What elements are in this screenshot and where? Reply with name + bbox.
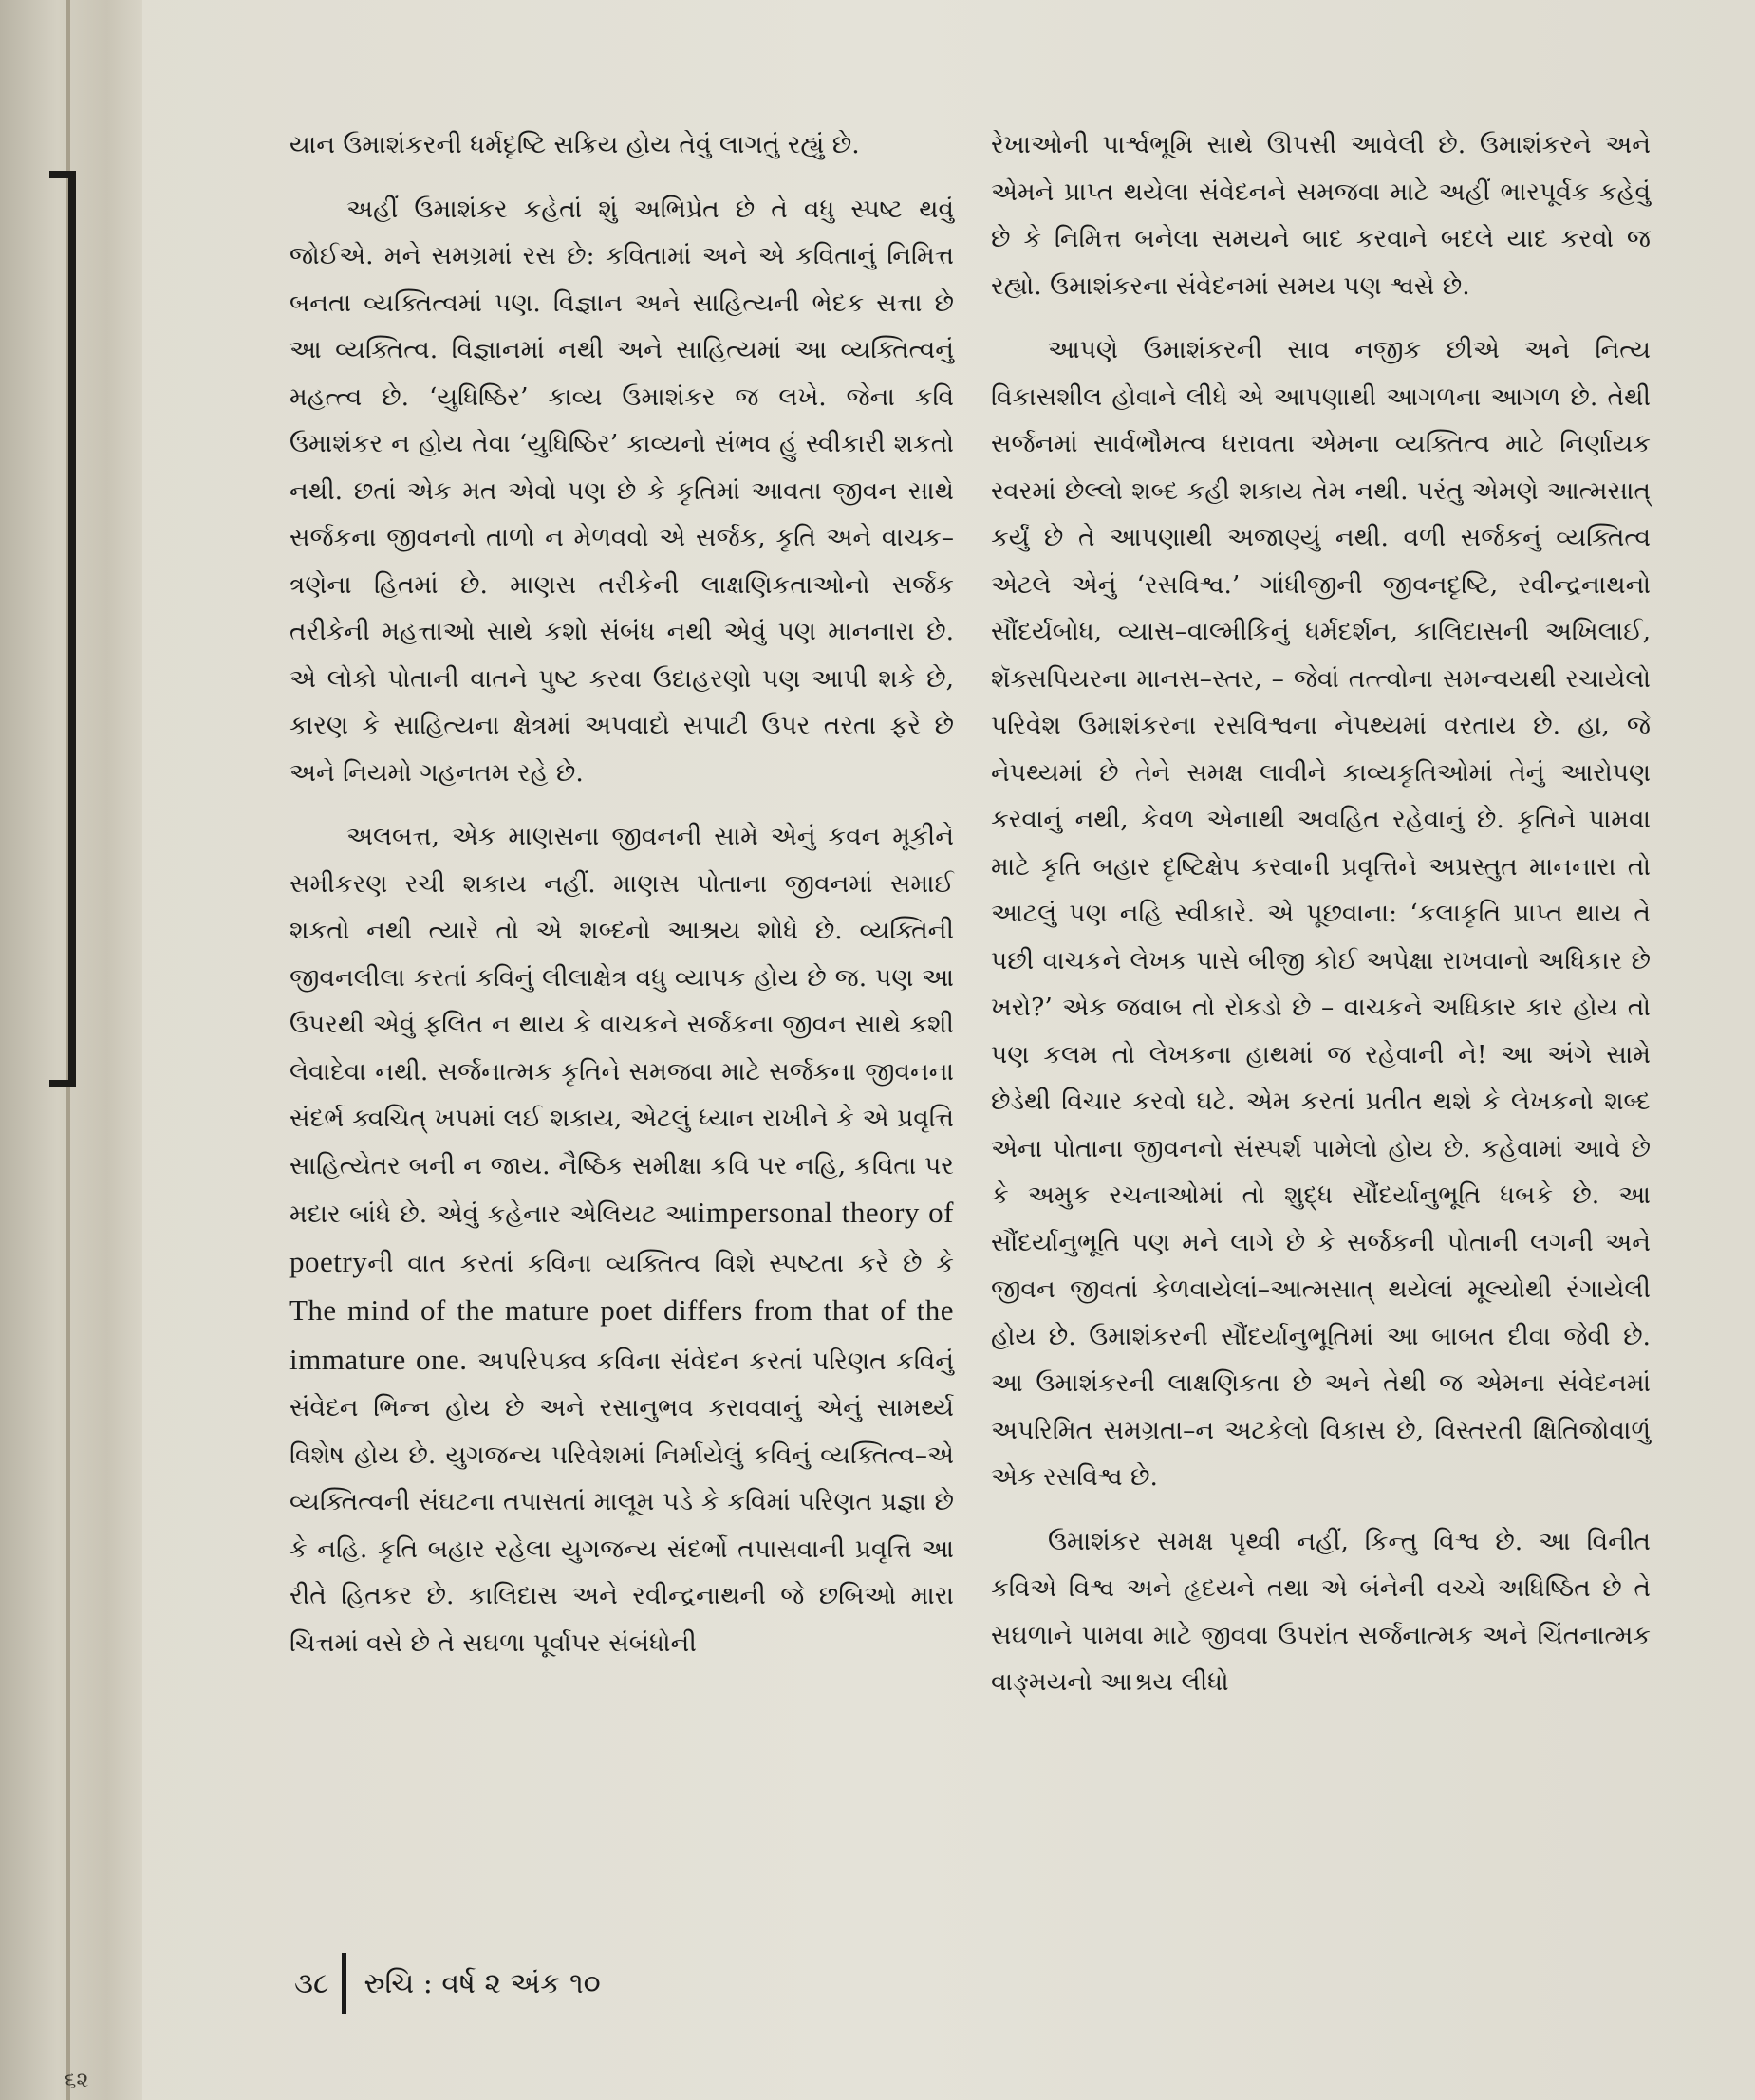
footer-divider bbox=[342, 1953, 346, 2014]
page-number: ૩૮ bbox=[294, 1966, 329, 2000]
paragraph bbox=[289, 813, 954, 1666]
paragraph: અહીં ઉમાશંકર કહેતાં શું અભિપ્રેત છે તે વધુ સ્પષ્ટ થવું જોઈએ. મને સમગ્રમાં રસ છે: કવિતામાં અને એ કવિતાનું નિમિત્ત બનતા વ્યક્તિત્વમાં પણ. વિજ્ઞાન અને સાહિત્યની ભેદક સત્તા છે આ વ્યક્તિત્વ. વિજ્ઞાનમાં નથી અને સાહિત્યમાં આ વ્યક્તિત્વનું મહત્ત્વ છે. ‘યુધિષ્ઠિર’ કાવ્ય ઉમાશંકર જ લખે. જેના કવિ ઉમાશંકર ન હોય તેવા ‘યુધિષ્ઠિર’ કાવ્યનો સંભવ હું સ્વીકારી શકતો નથી. છતાં એક મત એવો પણ છે કે કૃતિમાં આવતા જીવન સાથે સર્જકના જીવનનો તાળો ન મેળવવો એ સર્જક, કૃતિ અને વાચક– ત્રણેના હિતમાં છે. માણસ તરીકેની લાક્ષણિકતાઓનો સર્જક તરીકેની મહત્તાઓ સાથે કશો સંબંધ નથી એવું પણ માનનારા છે. એ લોકો પોતાની વાતને પુષ્ટ કરવા ઉદાહરણો પણ આપી શકે છે, કારણ કે સાહિત્યના ક્ષેત્રમાં અપવાદો સપાટી ઉપર તરતા ફરે છે અને નિયમો ગહનતમ રહે છે. bbox=[289, 194, 954, 788]
paragraph-text: ની વાત કરતાં કવિના વ્યક્તિત્વ વિશે સ્પષ્ટતા કરે છે કે bbox=[367, 1248, 954, 1278]
english-phrase: impersonal theory of poetry bbox=[289, 1196, 954, 1278]
bracket-mark bbox=[49, 171, 76, 1087]
paragraph: યાન ઉમાશંકરની ધર્મદૃષ્ટિ સક્રિય હોય તેવું લાગતું રહ્યું છે. bbox=[289, 130, 860, 159]
paragraph-text: અપરિપક્વ કવિના સંવેદન કરતાં પરિણત કવિનું સંવેદન ભિન્ન હોય છે અને રસાનુભવ કરાવવાનું એનું સામર્થ્ય વિશેષ હોય છે. યુગજન્ય પરિવેશમાં નિર્માયેલું કવિનું વ્યક્તિત્વ–એ વ્યક્તિત્વની સંઘટના તપાસતાં માલૂમ પડે કે કવિમાં પરિણત પ્રજ્ઞા છે કે નહિ. કૃતિ બહાર રહેલા યુગજન્ય સંદર્ભો તપાસવાની પ્રવૃત્તિ આ રીતે હિતકર છે. કાલિદાસ અને રવીન્દ્રનાથની જે છબિઓ મારા ચિત્તમાં વસે છે તે સઘળા પૂર્વાપર સંબંધોની bbox=[289, 1346, 954, 1658]
sheet-number: ૬૨ bbox=[65, 2069, 89, 2092]
paragraph-text: અલબત્ત, એક માણસના જીવનની સામે એનું કવન મૂકીને સમીકરણ રચી શકાય નહીં. માણસ પોતાના જીવનમાં સમાઈ શકતો નથી ત્યારે તો એ શબ્દનો આશ્રય શોધે છે. વ્યક્તિની જીવનલીલા કરતાં કવિનું લીલાક્ષેત્ર વધુ વ્યાપક હોય છે જ. પણ આ ઉપરથી એવું ફલિત ન થાય કે વાચકને સર્જકના જીવન સાથે કશી લેવાદેવા નથી. સર્જનાત્મક કૃતિને સમજવા માટે સર્જકના જીવનના સંદર્ભ ક્વચિત્ ખપમાં લઈ શકાય, એટલું ધ્યાન રાખીને કે એ પ્રવૃત્તિ સાહિત્યેતર બની ન જાય. નૈષ્ઠિક સમીક્ષા કવિ પર નહિ, કવિતા પર મદાર બાંધે છે. એવું કહેનાર એલિયટ આ bbox=[289, 822, 954, 1229]
paragraph: રેખાઓની પાર્શ્વભૂમિ સાથે ઊપસી આવેલી છે. ઉમાશંકરને અને એમને પ્રાપ્ત થયેલા સંવેદનને સમજવા માટે અહીં ભારપૂર્વક કહેવું છે કે નિમિત્ત બનેલા સમયને બાદ કરવાને બદલે યાદ કરવો જ રહ્યો. ઉમાશંકરના સંવેદનમાં સમય પણ શ્વસે છે. bbox=[991, 130, 1651, 301]
page-footer bbox=[294, 1953, 601, 2014]
right-text-column bbox=[991, 121, 1651, 1723]
paragraph: આપણે ઉમાશંકરની સાવ નજીક છીએ અને નિત્ય વિકાસશીલ હોવાને લીધે એ આપણાથી આગળના આગળ છે. તેથી સર્જનમાં સાર્વભૌમત્વ ધરાવતા એમના વ્યક્તિત્વ માટે નિર્ણાયક સ્વરમાં છેલ્લો શબ્દ કહી શકાય તેમ નથી. પરંતુ એમણે આત્મસાત્ કર્યું છે તે આપણાથી અજાણ્યું નથી. વળી સર્જકનું વ્યક્તિત્વ એટલે એનું ‘રસવિશ્વ.’ ગાંધીજીની જીવનદૃષ્ટિ, રવીન્દ્રનાથનો સૌંદર્યબોધ, વ્યાસ–વાલ્મીકિનું ધર્મદર્શન, કાલિદાસની અખિલાઈ, શૅક્સપિયરના માનસ–સ્તર, – જેવાં તત્ત્વોના સમન્વયથી રચાયેલો પરિવેશ ઉમાશંકરના રસવિશ્વના નેપથ્યમાં વરતાય છે. હા, જે નેપથ્યમાં છે તેને સમક્ષ લાવીને કાવ્યકૃતિઓમાં તેનું આરોપણ કરવાનું નથી, કેવળ એનાથી અવહિત રહેવાનું છે. કૃતિને પામવા માટે કૃતિ બહાર દૃષ્ટિક્ષેપ કરવાની પ્રવૃત્તિને અપ્રસ્તુત માનનારા તો આટલું પણ નહિ સ્વીકારે. એ પૂછવાના: ‘કલાકૃતિ પ્રાપ્ત થાય તે પછી વાચકને લેખક પાસે બીજી કોઈ અપેક્ષા રાખવાનો અધિકાર છે ખરો?’ એક જવાબ તો રોકડો છે – વાચકને અધિકાર કાર હોય તો પણ કલમ તો લેખકના હાથમાં જ રહેવાની ને! આ અંગે સામે છેડેથી વિચાર કરવો ઘટે. એમ કરતાં પ્રતીત થશે કે લેખકનો શબ્દ એના પોતાના જીવનનો સંસ્પર્શ પામેલો હોય છે. કહેવામાં આવે છે કે અમુક રચનાઓમાં તો શુદ્ધ સૌંદર્યાનુભૂતિ ધબકે છે. આ સૌંદર્યાનુભૂતિ પણ મને લાગે છે કે સર્જકની પોતાની લગની અને જીવન જીવતાં કેળવાયેલાં–આત્મસાત્ થયેલાં મૂલ્યોથી રંગાયેલી હોય છે. ઉમાશંકરની સૌંદર્યાનુભૂતિમાં આ બાબત દીવા જેવી છે. આ ઉમાશંકરની લાક્ષણિકતા છે અને તેથી જ એમના સંવેદનમાં અપરિમિત સમગ્રતા–ન અટકેલો વિકાસ છે, વિસ્તરતી ક્ષિતિજોવાળું એક રસવિશ્વ છે. bbox=[991, 335, 1651, 1492]
paragraph: ઉમાશંકર સમક્ષ પૃથ્વી નહીં, કિન્તુ વિશ્વ છે. આ વિનીત કવિએ વિશ્વ અને હૃદયને તથા એ બંનેની વચ્ચે અધિષ્ઠિત છે તે સઘળાને પામવા માટે જીવવા ઉપરાંત સર્જનાત્મક અને ચિંતનાત્મક વાઙ્મયનો આશ્રય લીધો bbox=[991, 1526, 1651, 1697]
journal-title: રુચિ : વર્ષ ૨ અંક ૧૦ bbox=[364, 1966, 601, 2000]
left-text-column bbox=[289, 121, 954, 1683]
english-quote: The mind of the mature poet differs from that of the immature one. bbox=[289, 1293, 954, 1376]
